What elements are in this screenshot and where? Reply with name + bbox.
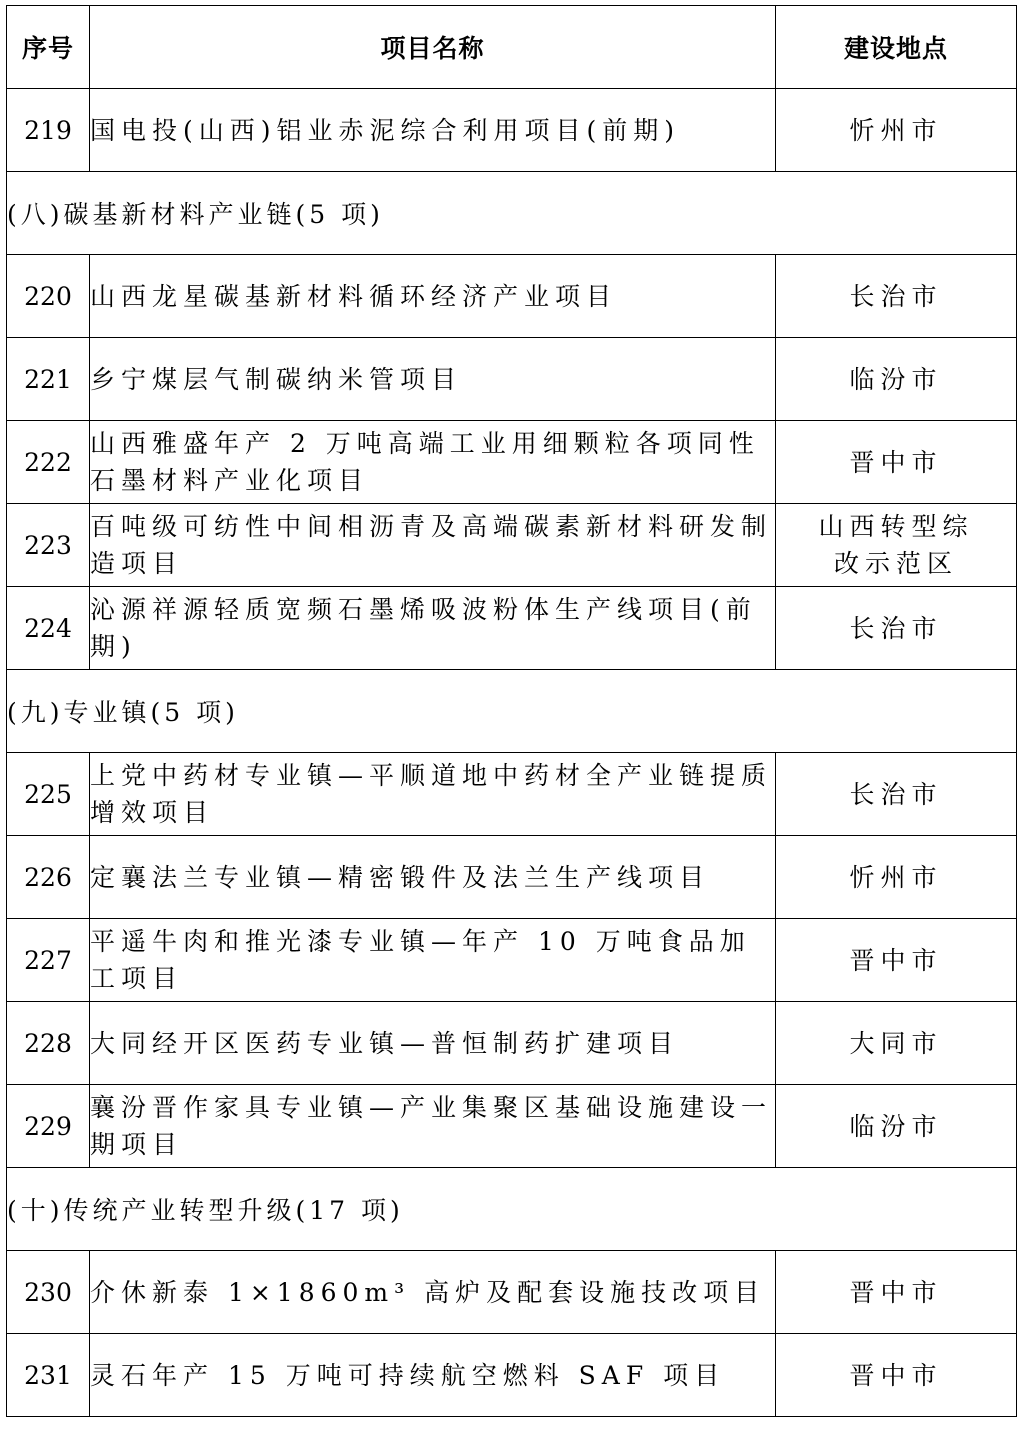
project-location: 长治市 xyxy=(776,753,1017,836)
header-serial-number: 序号 xyxy=(7,6,90,89)
serial-number: 222 xyxy=(7,421,90,504)
project-name: 沁源祥源轻质宽频石墨烯吸波粉体生产线项目(前期) xyxy=(90,587,776,670)
project-location: 临汾市 xyxy=(776,338,1017,421)
section-title: (八)碳基新材料产业链(5 项) xyxy=(7,172,1017,255)
table-header-row xyxy=(7,6,1017,89)
project-location: 长治市 xyxy=(776,255,1017,338)
project-location: 晋中市 xyxy=(776,1334,1017,1417)
project-location: 忻州市 xyxy=(776,836,1017,919)
table-row xyxy=(7,836,1017,919)
project-name: 国电投(山西)铝业赤泥综合利用项目(前期) xyxy=(90,89,776,172)
serial-number: 229 xyxy=(7,1085,90,1168)
project-location: 晋中市 xyxy=(776,421,1017,504)
header-project-name: 项目名称 xyxy=(90,6,776,89)
serial-number: 219 xyxy=(7,89,90,172)
project-location: 忻州市 xyxy=(776,89,1017,172)
section-row xyxy=(7,172,1017,255)
project-name: 乡宁煤层气制碳纳米管项目 xyxy=(90,338,776,421)
project-name: 百吨级可纺性中间相沥青及高端碳素新材料研发制造项目 xyxy=(90,504,776,587)
table-row xyxy=(7,504,1017,587)
project-table xyxy=(6,5,1017,1417)
serial-number: 224 xyxy=(7,587,90,670)
table-row xyxy=(7,255,1017,338)
serial-number: 220 xyxy=(7,255,90,338)
project-name: 襄汾晋作家具专业镇—产业集聚区基础设施建设一期项目 xyxy=(90,1085,776,1168)
project-name: 山西雅盛年产 2 万吨高端工业用细颗粒各项同性石墨材料产业化项目 xyxy=(90,421,776,504)
serial-number: 230 xyxy=(7,1251,90,1334)
section-row xyxy=(7,1168,1017,1251)
serial-number: 221 xyxy=(7,338,90,421)
serial-number: 226 xyxy=(7,836,90,919)
project-location: 山西转型综改示范区 xyxy=(776,504,1017,587)
project-name: 上党中药材专业镇—平顺道地中药材全产业链提质增效项目 xyxy=(90,753,776,836)
project-location: 大同市 xyxy=(776,1002,1017,1085)
table-row xyxy=(7,1251,1017,1334)
project-location: 晋中市 xyxy=(776,1251,1017,1334)
table-body xyxy=(7,89,1017,1417)
table-row xyxy=(7,919,1017,1002)
serial-number: 225 xyxy=(7,753,90,836)
table-row xyxy=(7,753,1017,836)
project-location: 临汾市 xyxy=(776,1085,1017,1168)
project-name: 灵石年产 15 万吨可持续航空燃料 SAF 项目 xyxy=(90,1334,776,1417)
table-row xyxy=(7,587,1017,670)
serial-number: 228 xyxy=(7,1002,90,1085)
project-location: 长治市 xyxy=(776,587,1017,670)
table-row xyxy=(7,338,1017,421)
section-row xyxy=(7,670,1017,753)
serial-number: 223 xyxy=(7,504,90,587)
project-name: 大同经开区医药专业镇—普恒制药扩建项目 xyxy=(90,1002,776,1085)
table-row xyxy=(7,1085,1017,1168)
header-location: 建设地点 xyxy=(776,6,1017,89)
project-name: 平遥牛肉和推光漆专业镇—年产 10 万吨食品加工项目 xyxy=(90,919,776,1002)
table-row xyxy=(7,89,1017,172)
project-name: 山西龙星碳基新材料循环经济产业项目 xyxy=(90,255,776,338)
project-location: 晋中市 xyxy=(776,919,1017,1002)
section-title: (十)传统产业转型升级(17 项) xyxy=(7,1168,1017,1251)
serial-number: 227 xyxy=(7,919,90,1002)
table-row xyxy=(7,1334,1017,1417)
table-row xyxy=(7,421,1017,504)
project-name: 定襄法兰专业镇—精密锻件及法兰生产线项目 xyxy=(90,836,776,919)
table-row xyxy=(7,1002,1017,1085)
serial-number: 231 xyxy=(7,1334,90,1417)
project-name: 介休新泰 1×1860m³ 高炉及配套设施技改项目 xyxy=(90,1251,776,1334)
section-title: (九)专业镇(5 项) xyxy=(7,670,1017,753)
